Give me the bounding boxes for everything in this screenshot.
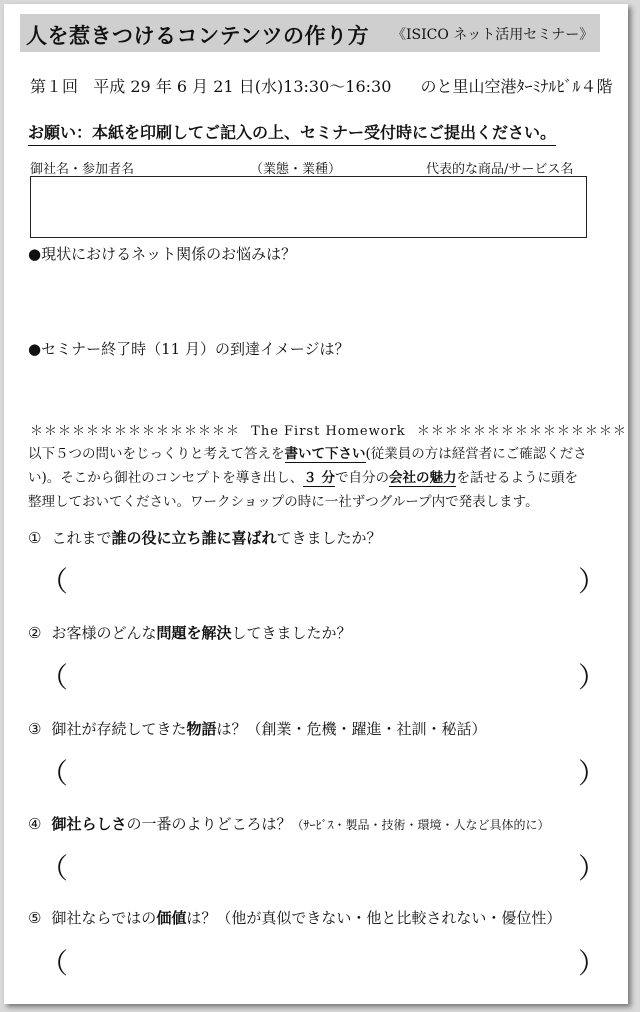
question-text: の一番のよりどころは？ bbox=[126, 815, 292, 833]
session-round: 第１回 bbox=[30, 77, 79, 96]
answer-paren-open: （ bbox=[40, 565, 69, 598]
answer-paren-open: （ bbox=[40, 947, 69, 980]
answer-paren-close: ） bbox=[578, 757, 607, 790]
session-date: 平成 29 年 6 月 21 日(水)13:30～16:30 bbox=[93, 77, 392, 96]
question-note: （ｻｰﾋﾞｽ・製品・技術・環境・人など具体的に） bbox=[291, 818, 550, 832]
answer-paren-open: （ bbox=[40, 661, 69, 694]
homework-intro bbox=[28, 442, 588, 514]
intro-text: 以下５つの問いをじっくりと考えて答えを bbox=[28, 446, 285, 462]
homework-label: The First Homework bbox=[251, 424, 406, 439]
intro-text: で自分の bbox=[334, 470, 389, 486]
question-keyword: 誰の役に立ち誰に喜ばれ bbox=[111, 529, 277, 547]
session-info bbox=[30, 74, 613, 97]
question-text: お客様のどんな bbox=[51, 624, 157, 642]
question-keyword: 御社らしさ bbox=[51, 815, 127, 833]
page-title: 人を惹きつけるコンテンツの作り方 bbox=[26, 24, 369, 48]
question-keyword: 物語 bbox=[186, 720, 217, 738]
question-number: ① bbox=[28, 529, 42, 547]
homework-question-3 bbox=[28, 718, 487, 739]
question-number: ⑤ bbox=[28, 909, 42, 927]
intro-emphasis: 会社の魅力 bbox=[388, 470, 457, 486]
answer-paren-open: （ bbox=[40, 757, 69, 790]
label-industry: （業態・業種） bbox=[250, 162, 342, 177]
question-keyword: 問題を解決 bbox=[156, 624, 232, 642]
question-text: 御社が存続してきた bbox=[51, 720, 187, 738]
banner-stars-right: ＊＊＊＊＊＊＊＊＊＊＊＊＊＊＊ bbox=[416, 424, 627, 439]
answer-paren-close: ） bbox=[578, 565, 607, 598]
intro-text: を話せるように頭を整理しておいてください。ワークショップの時に一社ずつグループ内で発表します。 bbox=[28, 470, 578, 510]
question-text: してきましたか？ bbox=[231, 624, 352, 642]
page-subtitle: 《ISICO ネット活用セミナー》 bbox=[392, 27, 594, 43]
session-place: のと里山空港ﾀｰﾐﾅﾙﾋﾞﾙ４階 bbox=[420, 77, 613, 96]
question-net-concerns: ●現状におけるネット関係のお悩みは？ bbox=[28, 245, 297, 263]
question-text: は？（他が真似できない・他と比較されない・優位性） bbox=[186, 909, 562, 927]
answer-paren-close: ） bbox=[578, 661, 607, 694]
question-number: ③ bbox=[28, 720, 42, 738]
question-text: てきましたか？ bbox=[276, 529, 382, 547]
homework-question-1 bbox=[28, 527, 382, 548]
intro-emphasis: ３ 分 bbox=[303, 470, 335, 486]
question-text: は？（創業・危機・躍進・社訓・秘話） bbox=[216, 720, 487, 738]
answer-paren-open: （ bbox=[40, 852, 69, 885]
answer-paren-close: ） bbox=[578, 947, 607, 980]
question-number: ④ bbox=[28, 815, 42, 833]
intro-emphasis: 書いて下さい bbox=[284, 446, 366, 462]
company-entry-box[interactable] bbox=[30, 176, 587, 238]
intro-text: (従業員の方は経営者にご確認ください)。そこから御社のコンセプトを導き出し、 bbox=[28, 446, 587, 486]
request-notice: お願い：本紙を印刷してご記入の上、セミナー受付時にご提出ください。 bbox=[28, 120, 556, 146]
question-keyword: 価値 bbox=[156, 909, 187, 927]
answer-paren-close: ） bbox=[578, 852, 607, 885]
label-product: 代表的な商品/サービス名 bbox=[426, 162, 574, 177]
homework-question-4 bbox=[28, 813, 550, 834]
question-goal-image: ●セミナー終了時（11 月）の到達イメージは？ bbox=[28, 340, 350, 358]
question-text: 御社ならではの bbox=[51, 909, 157, 927]
homework-question-5 bbox=[28, 907, 561, 928]
question-number: ② bbox=[28, 624, 42, 642]
label-company: 御社名・参加者名 bbox=[30, 162, 135, 177]
banner-stars-left: ＊＊＊＊＊＊＊＊＊＊＊＊＊＊＊ bbox=[30, 424, 241, 439]
homework-banner bbox=[30, 420, 627, 439]
question-text: これまで bbox=[51, 529, 112, 547]
homework-question-2 bbox=[28, 622, 352, 643]
